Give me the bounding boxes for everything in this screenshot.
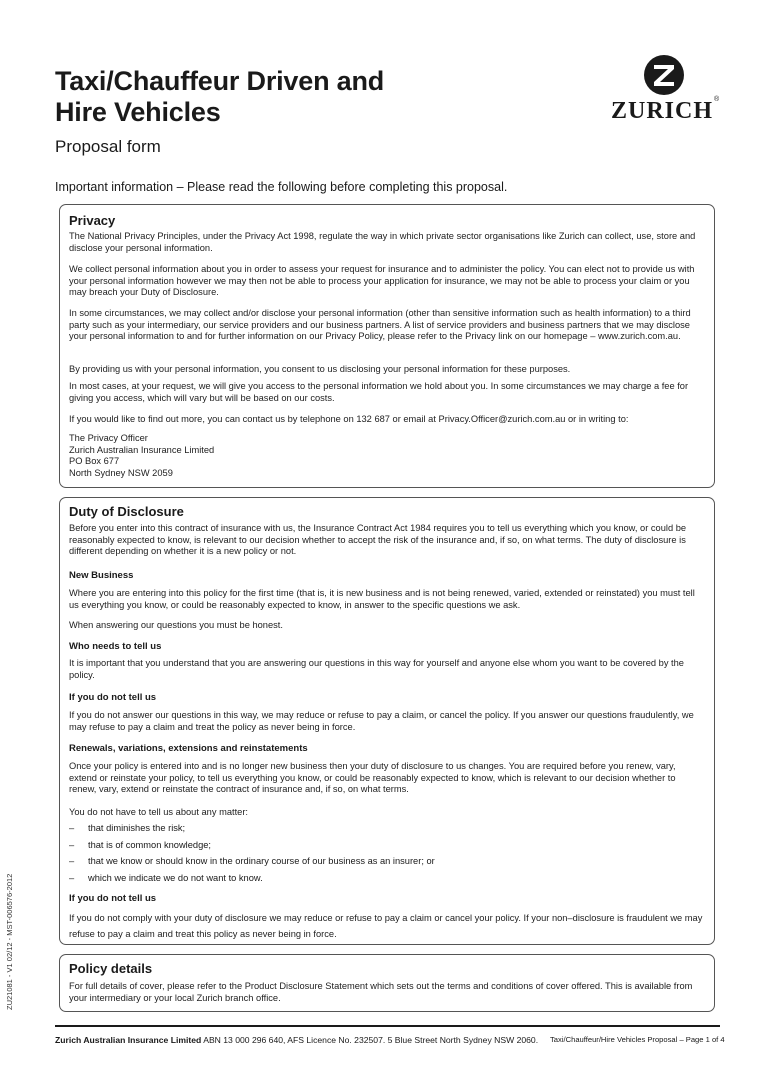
privacy-section [59, 204, 715, 488]
list-item [69, 856, 435, 866]
dash-marker: – [69, 873, 75, 883]
dash-marker: – [69, 856, 75, 866]
registered-mark: ® [714, 96, 720, 103]
policy-details-section [59, 954, 715, 1012]
page-subtitle: Proposal form [55, 137, 161, 156]
renewals-heading: Renewals, variations, extensions and reinstatements [69, 743, 308, 754]
dash-marker: – [69, 840, 75, 850]
not-tell-paragraph-2: If you do not comply with your duty of disclosure we may reduce or refuse to pay a claim or cancel your policy. If your non–disclosure is fraudulent we may refuse to pay a claim and treat this policy as never being in force. [69, 913, 703, 939]
list-item [69, 840, 211, 850]
address-line: Zurich Australian Insurance Limited [69, 444, 215, 455]
address-line: North Sydney NSW 2059 [69, 467, 173, 478]
disclosure-heading: Duty of Disclosure [69, 504, 184, 519]
privacy-paragraph-6: If you would like to find out more, you can contact us by telephone on 132 687 or email at Privacy.Officer@zurich.com.au or in writing to: [69, 414, 629, 424]
zurich-z-icon [643, 54, 685, 96]
footer-company-details [55, 1035, 538, 1045]
zurich-wordmark: ZURICH [610, 98, 713, 124]
policy-paragraph: For full details of cover, please refer to the Product Disclosure Statement which sets out the terms and conditions of cover offered. This is available from your intermediary or your local Zurich branch office. [69, 981, 693, 1003]
footer-divider [55, 1025, 720, 1027]
footer-page-number: Taxi/Chauffeur/Hire Vehicles Proposal – Page 1 of 4 [550, 1035, 725, 1044]
no-need-text: You do not have to tell us about any matter: [69, 807, 249, 817]
privacy-paragraph-5: In most cases, at your request, we will give you access to the personal information we hold about you. In some circumstances we may charge a fee for giving you access, which will vary but will be based on our costs. [69, 381, 689, 403]
list-item [69, 873, 263, 883]
important-information: Important information – Please read the following before completing this proposal. [55, 180, 508, 194]
list-item-text: that diminishes the risk; [88, 823, 186, 833]
list-item-text: that we know or should know in the ordinary course of our business as an insurer; or [88, 856, 435, 866]
duty-of-disclosure-section [59, 497, 715, 945]
who-heading: Who needs to tell us [69, 641, 162, 652]
new-business-heading: New Business [69, 570, 134, 581]
disclosure-intro: Before you enter into this contract of insurance with us, the Insurance Contract Act 1984 requires you to tell us everything which you know, or could be reasonably expected to know, is relevant to our decision whether to accept the risk of the insurance and, if so, on what terms. The duty of disclosure is different depending on whether it is a new policy or not. [69, 523, 687, 556]
address-line: The Privacy Officer [69, 433, 148, 443]
privacy-paragraph-1: The National Privacy Principles, under the Privacy Act 1998, regulate the way in which private sector organisations like Zurich can collect, use, store and disclose your personal information. [69, 231, 696, 253]
page-title [55, 66, 384, 128]
title-line-1: Taxi/Chauffeur Driven and [55, 66, 385, 96]
form-code: ZU21081 - V1 02/12 - MST-006576-2012 [5, 873, 14, 1010]
list-item-text: which we indicate we do not want to know. [88, 873, 263, 883]
renewals-paragraph: Once your policy is entered into and is no longer new business then your duty of disclosure to us changes. You are required before you renew, vary, extend or reinstate your policy, to tell us everything you know, or could be reasonably expected to know, which is relevant to our decision whether to renew, vary, extend or reinstate the contract of insurance and, if so, on what terms. [69, 761, 676, 794]
privacy-paragraph-3: In some circumstances, we may collect and/or disclose your personal information (other than sensitive information such as health information) to a third party such as your intermediary, our service providers and our business partners. A list of service providers and business partners that we may disclose your personal information to and for further information on our Privacy Policy, please refer to the Privacy link on our homepage – www.zurich.com.au. [69, 308, 691, 341]
privacy-paragraph-2: We collect personal information about you in order to assess your request for insurance and to administer the policy. You can elect not to provide us with your personal information however we may then not be able to process your application for insurance, we may not be able to process your claim or you may breach your Duty of Disclosure. [69, 264, 695, 297]
privacy-heading: Privacy [69, 213, 116, 228]
title-line-2: Hire Vehicles [55, 97, 221, 127]
new-business-paragraph: Where you are entering into this policy for the first time (that is, it is new business and is not being renewed, varied, extended or reinstated) you must tell us everything you know, or could be reasonably expected to know, in answer to the specific questions we ask. [69, 588, 695, 610]
privacy-address [69, 433, 703, 479]
privacy-paragraph-4: By providing us with your personal information, you consent to us disclosing your personal information for these purposes. [69, 364, 571, 374]
new-business-honest: When answering our questions you must be honest. [69, 620, 283, 630]
not-tell-heading: If you do not tell us [69, 692, 157, 703]
not-tell-heading-2: If you do not tell us [69, 893, 157, 904]
list-item-text: that is of common knowledge; [88, 840, 211, 850]
footer-details: ABN 13 000 296 640, AFS Licence No. 232507. 5 Blue Street North Sydney NSW 2060. [201, 1035, 539, 1045]
who-paragraph: It is important that you understand that you are answering our questions in this way for yourself and anyone else whom you want to be covered by the policy. [69, 658, 684, 680]
address-line: PO Box 677 [69, 456, 120, 466]
not-tell-paragraph: If you do not answer our questions in this way, we may reduce or refuse to pay a claim, or cancel the policy. If you answer our questions fraudulently, we may refuse to pay a claim and treat the policy as never being in force. [69, 710, 694, 732]
footer-company: Zurich Australian Insurance Limited [55, 1035, 202, 1045]
list-item [69, 823, 185, 833]
dash-marker: – [69, 823, 75, 833]
policy-heading: Policy details [69, 961, 153, 976]
